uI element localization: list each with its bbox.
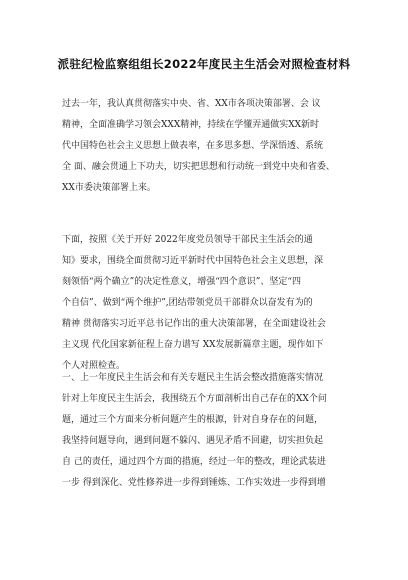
paragraph-line: 下面，按照《关于开好 2022年度党员领导干部民主生活会的通 [62, 235, 313, 245]
paragraph-line: 全 面、融会贯通上下功夫，切实把思想和行动统一到党中央和省委、 [62, 162, 335, 172]
paragraph-line: 个人对照检查。 [62, 361, 126, 371]
paragraph-intro [62, 94, 352, 199]
paragraph-line: 过去一年，我认真贯彻落实中央、省、XX市各项决策部署、会 议 [62, 99, 321, 109]
paragraph-line: 一步 得到深化、党性修养进一步得到锤炼、工作实效进一步得到增 [62, 478, 326, 488]
paragraph-line: 精神，全面准确学习领会XXX精神，持续在学懂弄通做实XX新时 [62, 120, 320, 130]
paragraph-line: 知》要求，围绕全面贯彻习近平新时代中国特色社会主义思想，深 [62, 256, 324, 266]
paragraph-line: 自 己的责任，通过四个方面的措施，经过一年的整改，理论武装进 [62, 457, 326, 467]
paragraph-section-one [62, 368, 352, 494]
paragraph-line: 精神 贯彻落实习近平总书记作出的重大决策部署，在全面建设社会 [62, 319, 326, 329]
paragraph-line: 我坚持问题导向，遇到问题不躲闪、遇见矛盾不回避，切实担负起 [62, 436, 324, 446]
paragraph-line: 刻领悟“两个确立”的决定性意义，增强“四个意识”、坚定“四 [62, 277, 302, 287]
paragraph-line: XX市委决策部署上来。 [62, 183, 156, 193]
paragraph-line: 代中国特色社会主义思想上做表率，在多思多想、学深悟透、系统 [62, 141, 324, 151]
paragraph-line: 个自信”、做到“两个维护”,团结带领党员干部群众以奋发有为的 [62, 298, 313, 308]
paragraph-line: 题，通过三个方面来分析问题产生的根源，针对自身存在的问题， [62, 415, 324, 425]
paragraph-purpose [62, 230, 352, 377]
paragraph-line: 针对上年度民主生活会，我围绕五个方面剖析出自己存在的XX个问 [62, 394, 327, 404]
paragraph-line: 主义现 代化国家新征程上奋力谱写 XX发展新篇章主题，现作如下 [62, 340, 324, 350]
section-heading-line: 一、上一年度民主生活会和有关专题民主生活会整改措施落实情况 [62, 373, 324, 383]
document-title: 派驻纪检监察组组长2022年度民主生活会对照检查材料 [57, 57, 351, 71]
